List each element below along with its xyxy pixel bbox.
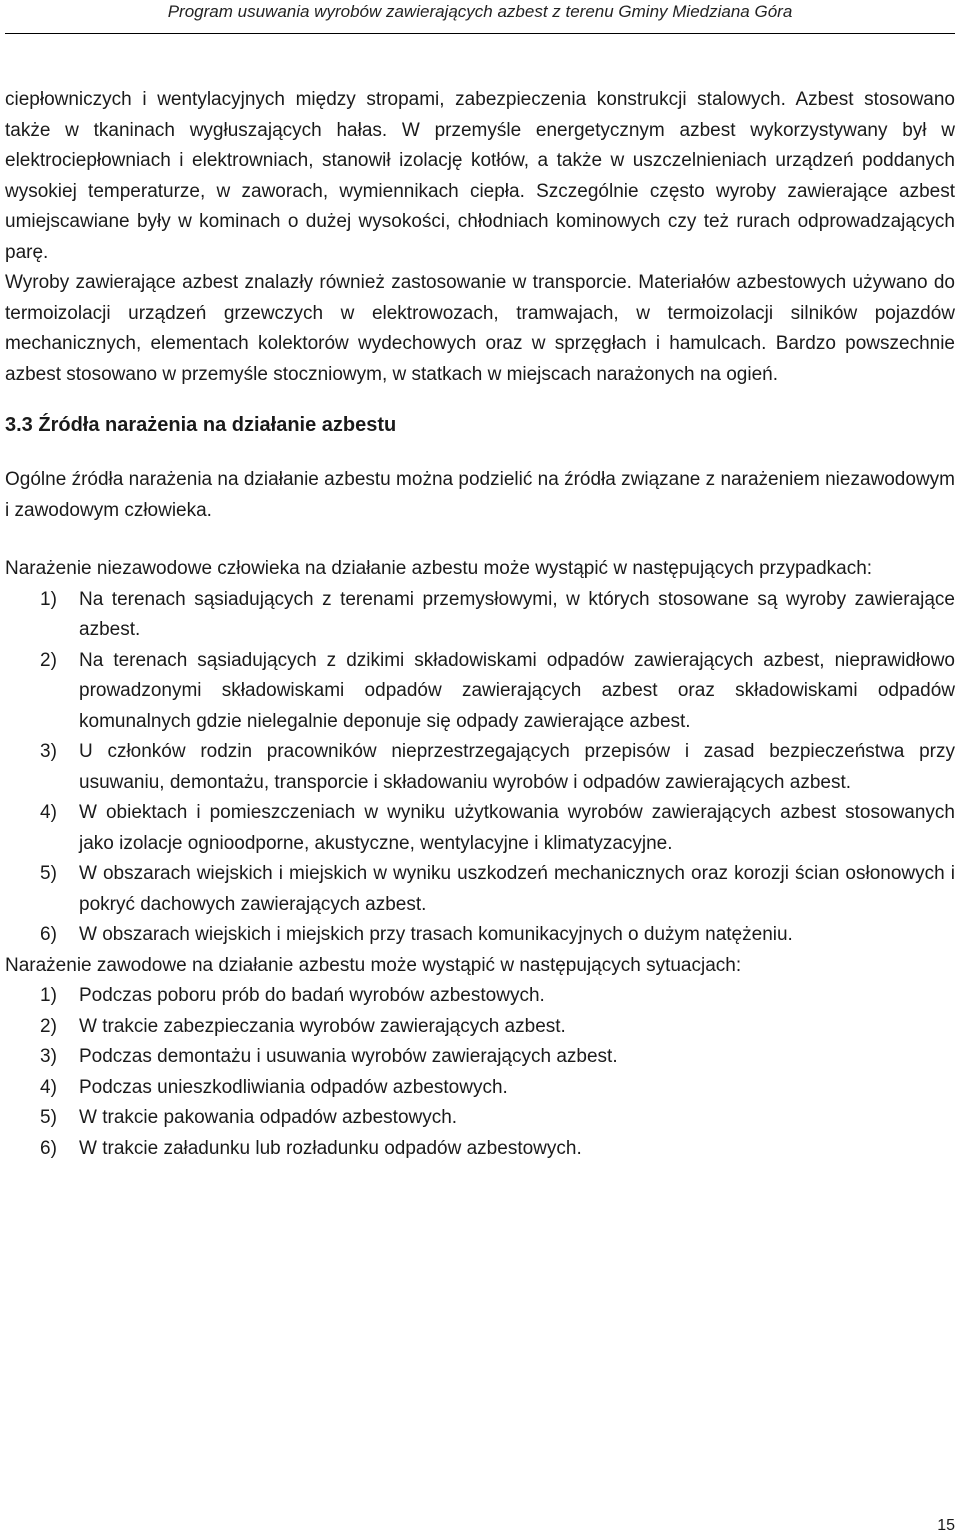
list-item xyxy=(5,1134,955,1165)
list-item-text: W trakcie pakowania odpadów azbestowych. xyxy=(79,1107,458,1128)
list-item xyxy=(5,1103,955,1134)
list-item xyxy=(5,1042,955,1073)
page-header: Program usuwania wyrobów zawierających azbest z terenu Gminy Miedziana Góra xyxy=(167,2,793,21)
list-item-text: W trakcie zabezpieczania wyrobów zawierających azbest. xyxy=(79,1015,566,1037)
paragraph-energy-industry: ciepłowniczych i wentylacyjnych między stropami, zabezpieczenia konstrukcji stalowych. Azbest stosowano także w tkaninach wygłuszających hałas. W przemyśle energetycznym azbest wykorzystywany był w elektrociepłowniach i elektrowniach, stanowił izolację kotłów, a także w uszczelnieniach urządzeń poddanych wysokiej temperaturze, w zaworach, wymiennikach ciepła. Szczególnie często wyroby zawierające azbest umiejscawiane były w kominach o dużej wysokości, chłodniach kominowych czy też rurach odprowadzających parę. xyxy=(5,89,955,263)
list-item-number: 6) xyxy=(40,924,57,945)
page-content xyxy=(5,85,955,1164)
list-item-text: Na terenach sąsiadujących z terenami przemysłowymi, w których stosowane są wyroby zawierające azbest. xyxy=(79,588,955,640)
list-item-text: Na terenach sąsiadujących z dzikimi składowiskami odpadów zawierających azbest, nieprawidłowo prowadzonymi składowiskami odpadów zawierających azbest oraz składowiskami odpadów komunalnych gdzie nielegalnie deponuje się odpady zawierające azbest. xyxy=(79,649,955,732)
list-item-number: 4) xyxy=(40,1076,57,1098)
paragraph-occupational-intro: Narażenie zawodowe na działanie azbestu może wystąpić w następujących sytuacjach: xyxy=(5,954,742,976)
list-item xyxy=(5,981,955,1012)
paragraph-non-occupational-intro: Narażenie niezawodowe człowieka na działanie azbestu może wystąpić w następujących przypadkach: xyxy=(5,558,873,579)
list-item-text: W obszarach wiejskich i miejskich przy trasach komunikacyjnych o dużym natężeniu. xyxy=(79,924,793,945)
non-occupational-list xyxy=(5,585,955,951)
list-item-number: 3) xyxy=(40,741,57,762)
list-item-text: W obszarach wiejskich i miejskich w wyniku uszkodzeń mechanicznych oraz korozji ścian osłonowych i pokryć dachowych zawierających azbest. xyxy=(79,863,955,915)
paragraph-transport: Wyroby zawierające azbest znalazły również zastosowanie w transporcie. Materiałów azbestowych używano do termoizolacji urządzeń grzewczych w elektrowozach, tramwajach, w termoizolacji silników pojazdów mechanicznych, elementach kolektorów wydechowych oraz w sprzęgłach i hamulcach. Bardzo powszechnie azbest stosowano w przemyśle stoczniowym, w statkach w miejscach narażonych na ogień. xyxy=(5,272,955,385)
list-item-text: W trakcie załadunku lub rozładunku odpadów azbestowych. xyxy=(79,1137,582,1159)
list-item xyxy=(5,737,955,798)
list-item xyxy=(5,1012,955,1043)
list-item-text: Podczas demontażu i usuwania wyrobów zawierających azbest. xyxy=(79,1046,618,1067)
list-item-number: 3) xyxy=(40,1046,57,1067)
list-item-number: 6) xyxy=(40,1137,57,1159)
occupational-list xyxy=(5,981,955,1164)
list-item xyxy=(5,859,955,920)
list-item-number: 2) xyxy=(40,649,57,671)
list-item-number: 5) xyxy=(40,1107,57,1128)
list-item-text: Podczas poboru prób do badań wyrobów azbestowych. xyxy=(79,985,545,1006)
list-item-text: W obiektach i pomieszczeniach w wyniku użytkowania wyrobów zawierających azbest stosowanych jako izolacje ognioodporne, akustyczne, wentylacyjne i klimatyzacyjne. xyxy=(79,802,955,854)
list-item-text: U członków rodzin pracowników nieprzestrzegających przepisów i zasad bezpieczeństwa przy usuwaniu, demontażu, transporcie i składowaniu wyrobów i odpadów zawierających azbest. xyxy=(79,741,955,793)
list-item-number: 1) xyxy=(40,985,57,1006)
section-heading: 3.3 Źródła narażenia na działanie azbestu xyxy=(5,414,397,436)
list-item xyxy=(5,646,955,738)
list-item xyxy=(5,920,955,951)
list-item xyxy=(5,585,955,646)
list-item-number: 1) xyxy=(40,588,57,610)
list-item xyxy=(5,1073,955,1104)
list-item xyxy=(5,798,955,859)
paragraph-sources-intro: Ogólne źródła narażenia na działanie azbestu można podzielić na źródła związane z narażeniem niezawodowym i zawodowym człowieka. xyxy=(5,469,955,521)
header-rule xyxy=(5,33,955,34)
page-number: 15 xyxy=(937,1517,955,1534)
list-item-text: Podczas unieszkodliwiania odpadów azbestowych. xyxy=(79,1076,508,1098)
list-item-number: 2) xyxy=(40,1015,57,1037)
list-item-number: 4) xyxy=(40,802,57,823)
list-item-number: 5) xyxy=(40,863,57,884)
